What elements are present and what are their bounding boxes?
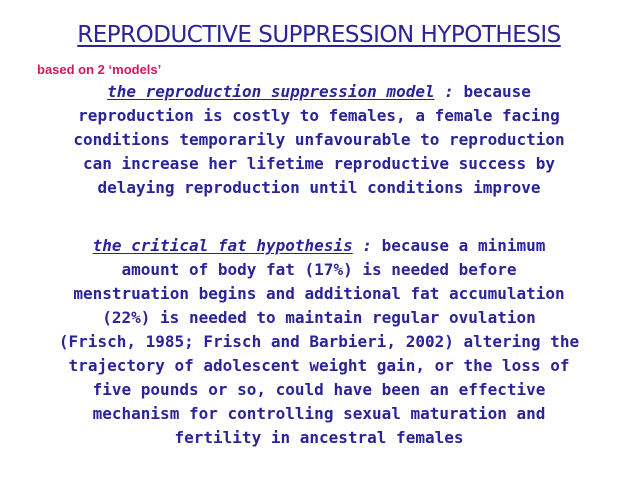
- critical-fat-hypothesis-paragraph: [30, 234, 608, 450]
- paragraph-line: (22%) is needed to maintain regular ovulation: [102, 308, 536, 327]
- paragraph-line: (Frisch, 1985; Frisch and Barbieri, 2002) altering the: [58, 332, 580, 351]
- term-colon: :: [434, 82, 454, 101]
- model-term: the reproduction suppression model: [107, 82, 435, 101]
- line-text: because a minimum: [371, 236, 546, 255]
- paragraph-line: menstruation begins and additional fat accumulation: [73, 284, 565, 303]
- paragraph-line: amount of body fat (17%) is needed before: [121, 260, 517, 279]
- slide-title: REPRODUCTIVE SUPPRESSION HYPOTHESIS: [77, 22, 561, 48]
- paragraph-line: can increase her lifetime reproductive success by: [82, 154, 555, 173]
- reproduction-suppression-model-paragraph: [30, 80, 608, 200]
- paragraph-line: mechanism for controlling sexual maturation and: [92, 404, 546, 423]
- paragraph-line: conditions temporarily unfavourable to reproduction: [73, 130, 565, 149]
- slide-subtitle: based on 2 ‘models’: [37, 62, 162, 77]
- paragraph-line: delaying reproduction until conditions improve: [97, 178, 541, 197]
- paragraph-line: trajectory of adolescent weight gain, or the loss of: [68, 356, 570, 375]
- paragraph-line: [30, 234, 608, 258]
- hypothesis-term: the critical fat hypothesis: [92, 236, 353, 255]
- paragraph-line: five pounds or so, could have been an effective: [92, 380, 546, 399]
- line-text: because: [453, 82, 531, 101]
- paragraph-line: [30, 80, 608, 104]
- paragraph-line: fertility in ancestral females: [174, 428, 464, 447]
- paragraph-line: reproduction is costly to females, a female facing: [78, 106, 560, 125]
- term-colon: :: [352, 236, 372, 255]
